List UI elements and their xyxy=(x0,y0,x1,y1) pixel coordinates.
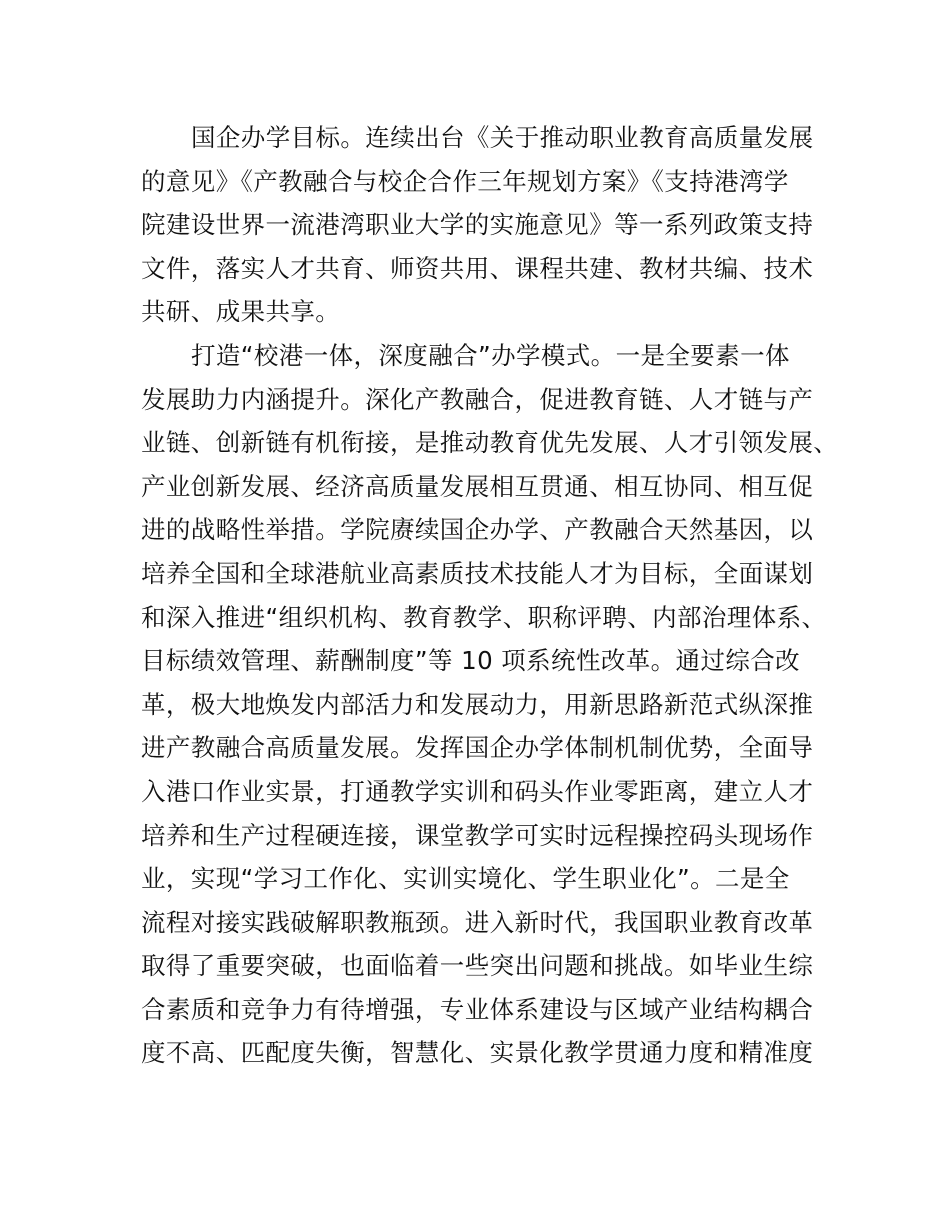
paragraph-2 xyxy=(141,334,839,1075)
text-line: 国企办学目标。连续出台《关于推动职业教育高质量发展 xyxy=(191,123,814,152)
text-line: 进产教融合高质量发展。发挥国企办学体制机制优势，全面导 xyxy=(141,733,814,763)
text-line: 革，极大地焕发内部活力和发展动力，用新思路新范式纵深推 xyxy=(141,689,814,719)
text-line: 度不高、匹配度失衡，智慧化、实景化教学贯通力度和精准度 xyxy=(141,1038,814,1068)
text-line: 业链、创新链有机衔接，是推动教育优先发展、人才引领发展、 xyxy=(141,428,839,458)
text-line: 共研、成果共享。 xyxy=(141,297,341,327)
text-line: 培养全国和全球港航业高素质技术技能人才为目标，全面谋划 xyxy=(141,558,814,588)
text-line: 产业创新发展、经济高质量发展相互贯通、相互协同、相互促 xyxy=(141,471,814,501)
text-line: 发展助力内涵提升。深化产教融合，促进教育链、人才链与产 xyxy=(141,384,814,414)
text-line: 打造“校港一体，深度融合”办学模式。一是全要素一体 xyxy=(191,340,790,370)
text-line: 业，实现“学习工作化、实训实境化、学生职业化”。二是全 xyxy=(141,864,790,894)
text-line: 和深入推进“组织机构、教育教学、职称评聘、内部治理体系、 xyxy=(141,602,827,632)
text-line: 院建设世界一流港湾职业大学的实施意见》等一系列政策支持 xyxy=(141,210,814,240)
text-line: 的意见》《产教融合与校企合作三年规划方案》《支持港湾学 xyxy=(141,166,789,196)
text-line: 合素质和竞争力有待增强，专业体系建设与区域产业结构耦合 xyxy=(141,994,814,1024)
text-line: 取得了重要突破，也面临着一些突出问题和挑战。如毕业生综 xyxy=(141,951,814,981)
text-line: 培养和生产过程硬连接，课堂教学可实时远程操控码头现场作 xyxy=(141,820,814,850)
text-line: 文件，落实人才共育、师资共用、课程共建、教材共编、技术 xyxy=(141,253,814,283)
paragraph-1 xyxy=(141,116,821,334)
text-line: 进的战略性举措。学院赓续国企办学、产教融合天然基因，以 xyxy=(141,515,814,545)
text-line: 流程对接实践破解职教瓶颈。进入新时代，我国职业教育改革 xyxy=(141,907,814,937)
document-body xyxy=(141,116,839,1075)
text-line: 目标绩效管理、薪酬制度”等 10 项系统性改革。通过综合改 xyxy=(141,646,801,676)
text-line: 入港口作业实景，打通教学实训和码头作业零距离，建立人才 xyxy=(141,776,814,806)
